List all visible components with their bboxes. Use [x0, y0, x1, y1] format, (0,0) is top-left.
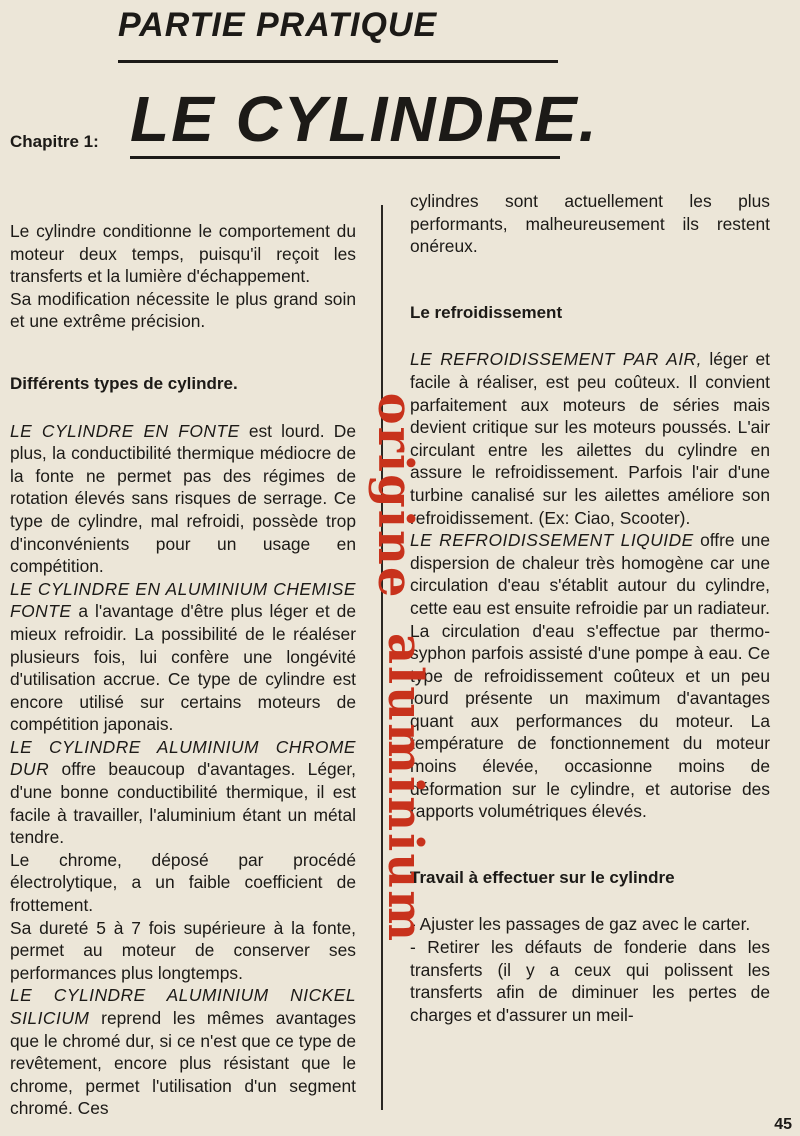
- alu-chemise-text: a l'avantage d'être plus léger et de mieux refroidir. La possibilité de le réaléser plusieurs fois, lui confère une longévité d'utilisation accrue. Ce type de cylindre est encore utilisé sur certains moteurs de compétition japonais.: [10, 601, 356, 735]
- alu-chemise-term: LE CYLINDRE EN ALUMINIUM CHEMISE FONTE: [10, 578, 356, 622]
- alu-chrome-paragraph: [10, 736, 356, 849]
- alu-chrome-text: offre beaucoup d'avantages. Léger, d'une bonne conductibilité thermique, il est facile à travailler, l'aluminium étant un métal tendre.: [10, 759, 356, 848]
- fonte-paragraph: [10, 420, 356, 578]
- header-rule: [118, 60, 558, 63]
- left-column: [10, 196, 356, 1120]
- continuation-paragraph: cylindres sont actuellement les plus performants, malheureusement ils restent onéreux.: [410, 191, 770, 257]
- alu-chemise-paragraph: [10, 578, 356, 736]
- liquid-cooling-paragraph: [410, 529, 770, 823]
- work-item-1: - Ajuster les passages de gaz avec le carter.: [410, 914, 751, 935]
- right-column: [410, 190, 770, 1026]
- air-cooling-text: léger et facile à réaliser, est peu coûteux. Il convient parfaitement aux moteurs de séries mais devient critique sur les moteurs poussés. L'air circulant entre les ailettes du cylindre en assure le refroidissement. Parfois l'air d'une turbine canalisé sur les ailettes améliore son refroidissement. (Ex: Ciao, Scooter).: [410, 349, 770, 528]
- chapter-title: LE CYLINDRE.: [130, 83, 599, 155]
- air-cooling-term: LE REFROIDISSEMENT PAR AIR,: [410, 349, 702, 370]
- work-heading: Travail à effectuer sur le cylindre: [410, 867, 675, 887]
- intro-paragraph: Le cylindre conditionne le comportement du moteur deux temps, puisqu'il reçoit les transferts et la lumière d'échappement.: [10, 221, 356, 287]
- handwritten-annotation-aluminium: aluminium: [377, 632, 433, 944]
- work-item-2: - Retirer les défauts de fonderie dans les transferts (il y a ceux qui polissent les transferts afin de diminuer les pertes de charges et d'assurer un meil-: [410, 937, 770, 1025]
- nickel-paragraph: [10, 984, 356, 1120]
- cooling-heading: Le refroidissement: [410, 302, 563, 322]
- title-rule: [130, 156, 560, 159]
- page-number: 45: [774, 1116, 792, 1133]
- liquid-cooling-term: LE REFROIDISSEMENT LIQUIDE: [410, 530, 694, 551]
- section-heading: PARTIE PRATIQUE: [118, 6, 438, 44]
- nickel-term: LE CYLINDRE ALUMINIUM NICKEL SILICIUM: [10, 985, 356, 1028]
- handwritten-annotation-origine: origine: [367, 392, 423, 600]
- durete-paragraph: Sa dureté 5 à 7 fois supérieure à la fonte, permet au moteur de conserver ses performances plus longtemps.: [10, 917, 356, 983]
- alu-chrome-term: LE CYLINDRE ALUMINIUM CHROME DUR: [10, 736, 356, 780]
- types-heading: Différents types de cylindre.: [10, 373, 238, 393]
- liquid-cooling-text: offre une dispersion de chaleur très homogène car une circulation d'eau s'établit autour du cylindre, cette eau est ensuite refroidie par un radiateur. La circulation d'eau s'effectue par thermo-syphon parfois assisté d'une pompe à eau. Ce type de refroidissement coûteux et un peu lourd présente un maximum d'avantages quant aux performances du moteur. La température de fonctionnement du moteur moins élevée, occasionne moins de déformation sur le cylindre, et autorise des rapports volumétriques élevés.: [410, 530, 770, 822]
- intro-paragraph-2: Sa modification nécessite le plus grand soin et une extrême précision.: [10, 288, 356, 332]
- fonte-term: LE CYLINDRE EN FONTE: [10, 420, 240, 441]
- chapter-label: Chapitre 1:: [10, 132, 99, 151]
- air-cooling-paragraph: [410, 348, 770, 529]
- chrome-paragraph: Le chrome, déposé par procédé électrolytique, a un faible coefficient de frottement.: [10, 849, 356, 916]
- fonte-text: est lourd. De plus, la conductibilité thermique médiocre de la fonte ne permet pas des régimes de rotation élevés sans risques de serrage. Ce type de cylindre, mal refroidi, possède trop d'inconvénients pour un usage en compétition.: [10, 420, 356, 577]
- nickel-text: reprend les mêmes avantages que le chromé dur, si ce n'est que ce type de revêtement, encore plus résistant que le chrome, permet l'utilisation d'un segment chromé. Ces: [10, 1008, 356, 1119]
